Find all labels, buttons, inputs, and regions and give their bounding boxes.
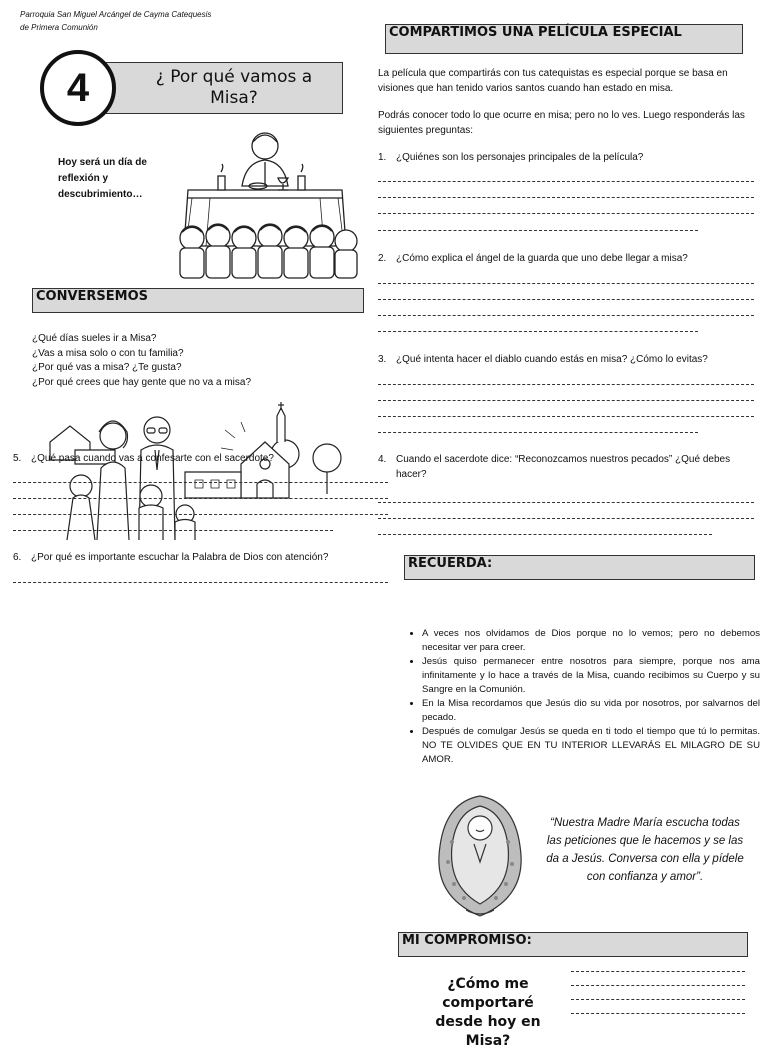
answer-line[interactable] [378, 416, 754, 417]
question-3 [378, 352, 756, 367]
recuerda-item: • En la Misa recordamos que Jesús dio su vida por nosotros, por salvarnos del pecado. [422, 697, 760, 725]
parish-header-line1: Parroquia San Miguel Arcángel de Cayma Catequesis [20, 10, 212, 19]
question-2-text: ¿Cómo explica el ángel de la guarda que uno debe llegar a misa? [396, 253, 688, 264]
conversemos-question: ¿Vas a misa solo o con tu familia? [32, 347, 184, 359]
question-2 [378, 251, 756, 266]
page-title-text: ¿ Por qué vamos a Misa? [155, 67, 313, 108]
answer-line[interactable] [571, 999, 745, 1000]
answer-line[interactable] [13, 482, 388, 483]
question-6-number: 6. [13, 552, 22, 563]
altar-illustration [170, 128, 365, 286]
answer-line[interactable] [13, 582, 388, 583]
question-2-number: 2. [378, 253, 387, 264]
answer-line[interactable] [378, 315, 754, 316]
answer-line[interactable] [571, 971, 745, 972]
answer-line[interactable] [378, 502, 754, 503]
answer-line[interactable] [378, 197, 754, 198]
page-title [105, 62, 343, 114]
answer-line[interactable] [378, 181, 754, 182]
compromiso-heading: MI COMPROMISO: [398, 932, 748, 957]
pelicula-paragraph-2: Podrás conocer todo lo que ocurre en misa; pero no lo ves. Luego responderás las siguientes preguntas: [378, 110, 745, 136]
conversemos-question: ¿Por qué vas a misa? ¿Te gusta? [32, 362, 182, 373]
pelicula-heading: COMPARTIMOS UNA PELÍCULA ESPECIAL [385, 24, 743, 54]
question-3-number: 3. [378, 354, 387, 365]
family-church-illustration [45, 402, 355, 542]
answer-line[interactable] [378, 534, 712, 535]
intro-text: Hoy será un día de reflexión y descubrimiento… [58, 157, 147, 200]
pelicula-paragraph-1: La película que compartirás con tus catequistas es especial porque se basa en visiones que han tenido varios santos cuando han estado en misa. [378, 68, 728, 94]
answer-line[interactable] [13, 498, 388, 499]
answer-line[interactable] [13, 530, 333, 531]
question-1 [378, 150, 756, 165]
question-5 [13, 451, 373, 466]
answer-line[interactable] [378, 432, 698, 433]
conversemos-heading: CONVERSEMOS [32, 288, 364, 313]
answer-line[interactable] [378, 299, 754, 300]
answer-line[interactable] [378, 283, 754, 284]
question-4 [378, 452, 756, 482]
question-1-number: 1. [378, 152, 387, 163]
question-5-text: ¿Qué pasa cuando vas a confesarte con el sacerdote? [31, 453, 274, 464]
recuerda-item: • A veces nos olvidamos de Dios porque no lo vemos; pero no debemos necesitar ver para creer. [422, 627, 760, 655]
recuerda-item: • Jesús quiso permanecer entre nosotros para siempre, porque nos ama infinitamente y lo hace a través de la Misa, cuando recibimos su Cuerpo y su Sangre en la Comunión. [422, 655, 760, 697]
answer-line[interactable] [378, 230, 698, 231]
recuerda-heading: RECUERDA: [404, 555, 755, 580]
answer-line[interactable] [378, 518, 754, 519]
question-4-number: 4. [378, 454, 387, 465]
compromiso-question: ¿Cómo me comportaré desde hoy en Misa? [435, 976, 541, 1049]
recuerda-item: • Después de comulgar Jesús se queda en ti todo el tiempo que tú lo permitas. NO TE OLVIDES QUE EN TU INTERIOR LLEVARÁS EL MILAGRO DE SU AMOR. [422, 725, 760, 767]
answer-line[interactable] [378, 384, 754, 385]
parish-header [20, 8, 260, 34]
question-4-text: Cuando el sacerdote dice: “Reconozcamos nuestros pecados” ¿Qué debes hacer? [396, 454, 731, 480]
marian-quote: “Nuestra Madre María escucha todas las peticiones que le hacemos y se las da a Jesús. Conversa con ella y pídele con confianza y amor”. [546, 817, 744, 883]
lesson-number: 4 [40, 50, 116, 126]
question-5-number: 5. [13, 453, 22, 464]
question-3-text: ¿Qué intenta hacer el diablo cuando estás en misa? ¿Cómo lo evitas? [396, 354, 708, 365]
conversemos-question: ¿Qué días sueles ir a Misa? [32, 333, 157, 344]
conversemos-question: ¿Por qué crees que hay gente que no va a misa? [32, 376, 252, 388]
parish-header-line2: de Primera Comunión [20, 23, 98, 32]
virgin-mary-illustration [430, 792, 530, 920]
answer-line[interactable] [571, 985, 745, 986]
answer-line[interactable] [571, 1013, 745, 1014]
recuerda-list [402, 627, 760, 767]
conversemos-questions [32, 332, 372, 390]
question-1-text: ¿Quiénes son los personajes principales de la película? [396, 152, 644, 163]
answer-line[interactable] [378, 213, 754, 214]
answer-line[interactable] [13, 514, 388, 515]
question-6 [13, 550, 388, 565]
question-6-text: ¿Por qué es importante escuchar la Palabra de Dios con atención? [31, 552, 329, 563]
answer-line[interactable] [378, 331, 698, 332]
answer-line[interactable] [378, 400, 754, 401]
